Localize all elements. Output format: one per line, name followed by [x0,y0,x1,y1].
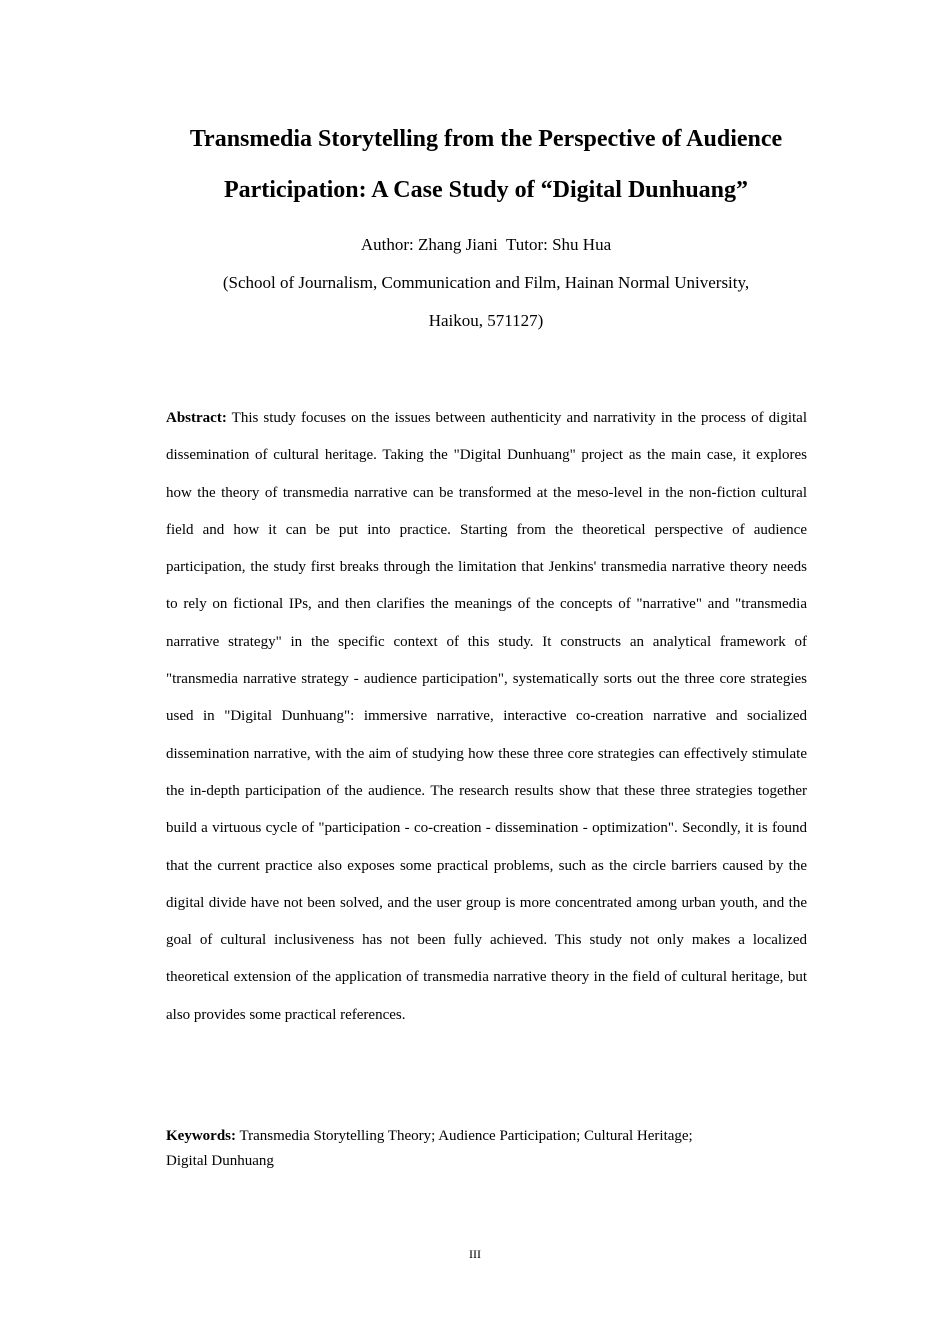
paper-title-line-1: Transmedia Storytelling from the Perspective of Audience [189,126,783,152]
paper-title-line-2: Participation: A Case Study of “Digital Dunhuang” [223,177,749,203]
author-line: Author: Zhang Jiani Tutor: Shu Hua [360,235,612,254]
keywords-text-2: Digital Dunhuang [166,1153,274,1169]
keywords-line-1 [166,1124,807,1149]
affiliation-line-1: (School of Journalism, Communication and Film, Hainan Normal University, [222,273,750,292]
keywords-text-1: Transmedia Storytelling Theory; Audience Participation; Cultural Heritage; [239,1128,693,1144]
keywords-block [166,1124,807,1174]
affiliation-line-2: Haikou, 571127) [428,311,544,330]
abstract-text: This study focuses on the issues between authenticity and narrativity in the process of digital dissemination of cultural heritage. Taking the "Digital Dunhuang" project as the main case, it explores how the theory of transmedia narrative can be transformed at the meso-level in the non-fiction cultural field and how it can be put into practice. Starting from the theoretical perspective of audience participation, the study first breaks through the limitation that Jenkins' transmedia narrative theory needs to rely on fictional IPs, and then clarifies the meanings of the concepts of "narrative" and "transmedia narrative strategy" in the specific context of this study. It constructs an analytical framework of "transmedia narrative strategy - audience participation", systematically sorts out the three core strategies used in "Digital Dunhuang": immersive narrative, interactive co-creation narrative and socialized dissemination narrative, with the aim of studying how these three core strategies can effectively stimulate the in-depth participation of the audience. The research results show that these three strategies together build a virtuous cycle of "participation - co-creation - dissemination - optimization". Secondly, it is found that the current practice also exposes some practical problems, such as the circle barriers caused by the digital divide have not been solved, and the user group is more concentrated among urban youth, and the goal of cultural inclusiveness has not been fully achieved. This study not only makes a localized theoretical extension of the application of transmedia narrative theory in the field of cultural heritage, but also provides some practical references. [166,410,807,1023]
keywords-label: Keywords: [166,1128,236,1144]
page-number: III [469,1247,481,1261]
abstract-paragraph [166,400,807,1034]
abstract-label: Abstract: [166,410,227,426]
